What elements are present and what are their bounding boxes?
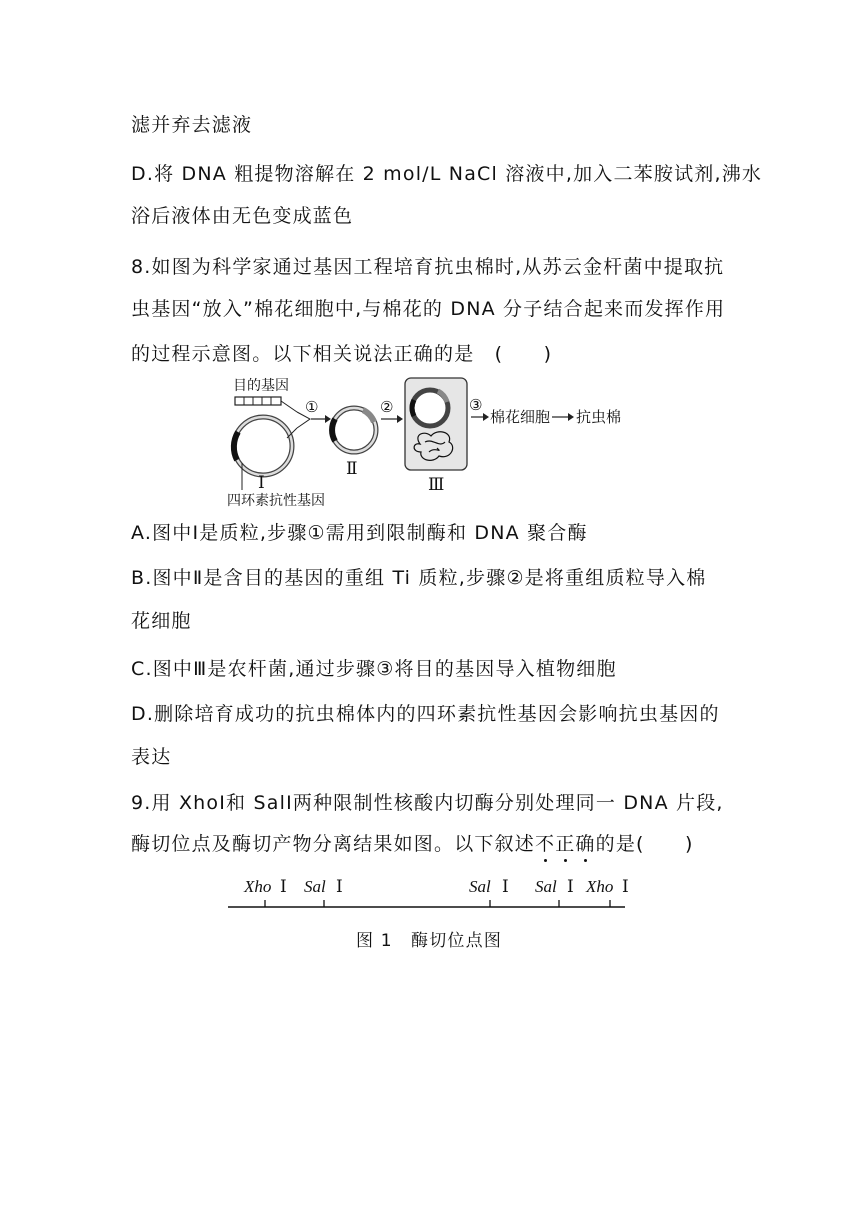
agrobacterium-III [405, 378, 467, 470]
emphasis-char: 不 [535, 833, 556, 855]
svg-text:Sal: Sal [535, 877, 557, 896]
target-gene-label: 目的基因 [233, 378, 289, 394]
option-b-line-2: 花细胞 [131, 610, 192, 632]
gene-engineering-diagram [225, 372, 645, 512]
emphasis-char: 确 [575, 833, 596, 855]
text-line-1: 滤并弃去滤液 [131, 114, 253, 136]
option-a: A.图中Ⅰ是质粒,步骤①需用到限制酶和 DNA 聚合酶 [131, 522, 588, 544]
question-9-bracket: 的是( ) [595, 833, 694, 855]
site-xho-1 [243, 877, 287, 907]
question-9-text: 酶切位点及酶切产物分离结果如图。以下叙述 [131, 833, 536, 855]
svg-text:Sal: Sal [469, 877, 491, 896]
question-8-line-1: 8.如图为科学家通过基因工程培育抗虫棉时,从苏云金杆菌中提取抗 [131, 256, 725, 278]
site-sal-2 [469, 877, 509, 907]
step-3-label: ③ [469, 396, 483, 414]
restriction-site-map [220, 870, 640, 920]
svg-text:Ⅰ: Ⅰ [336, 877, 343, 896]
tetracycline-resistance-gene-label: 四环素抗性基因 [227, 493, 325, 509]
svg-text:Ⅰ: Ⅰ [502, 877, 509, 896]
plasmid-II [332, 408, 376, 452]
option-b-line-1: B.图中Ⅱ是含目的基因的重组 Ti 质粒,步骤②是将重组质粒导入棉 [131, 567, 707, 589]
svg-text:Ⅰ: Ⅰ [622, 877, 629, 896]
question-9-line-2 [131, 832, 694, 856]
label-II: Ⅱ [346, 459, 358, 478]
option-c: C.图中Ⅲ是农杆菌,通过步骤③将目的基因导入植物细胞 [131, 658, 617, 680]
svg-text:Ⅰ: Ⅰ [567, 877, 574, 896]
figure-1-caption: 图 1 酶切位点图 [356, 931, 503, 951]
site-sal-1 [304, 877, 343, 907]
option-d-q8-line-1: D.删除培育成功的抗虫棉体内的四环素抗性基因会影响抗虫基因的 [131, 703, 720, 725]
site-xho-2 [585, 877, 629, 907]
insect-resistant-cotton-label: 抗虫棉 [576, 408, 622, 426]
step-1-label: ① [305, 398, 319, 416]
cotton-cell-label: 棉花细胞 [490, 408, 551, 426]
svg-text:Sal: Sal [304, 877, 326, 896]
label-III: Ⅲ [428, 475, 445, 494]
svg-text:Xho: Xho [586, 877, 614, 896]
option-d-q8-line-2: 表达 [131, 746, 172, 768]
step-2-label: ② [380, 398, 394, 416]
site-sal-3 [535, 877, 574, 907]
question-8-line-3: 的过程示意图。以下相关说法正确的是 ( ) [131, 343, 553, 365]
question-8-line-2: 虫基因“放入”棉花细胞中,与棉花的 DNA 分子结合起来而发挥作用 [131, 298, 726, 320]
label-I: Ⅰ [258, 473, 265, 492]
emphasis-char: 正 [555, 833, 576, 855]
option-d-line-2: 浴后液体由无色变成蓝色 [131, 205, 354, 227]
question-9-line-1: 9.用 XhoⅠ和 SalⅠ两种限制性核酸内切酶分别处理同一 DNA 片段, [131, 792, 724, 814]
svg-text:Xho: Xho [244, 877, 272, 896]
option-d-line-1: D.将 DNA 粗提物溶解在 2 mol/L NaCl 溶液中,加入二苯胺试剂,沸水 [131, 163, 763, 185]
svg-text:Ⅰ: Ⅰ [280, 877, 287, 896]
